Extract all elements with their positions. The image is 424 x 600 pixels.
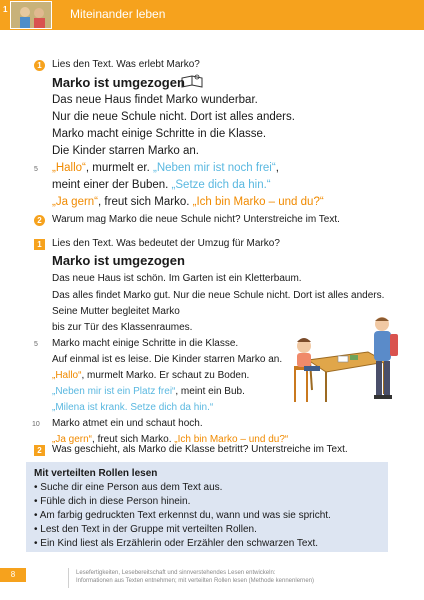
info-box-item: • Ein Kind liest als Erzählerin oder Erzähler den schwarzen Text. <box>34 538 319 549</box>
chapter-title: Miteinander leben <box>70 7 166 21</box>
speech-orange: „Ja gern“ <box>52 434 93 445</box>
story1-line <box>52 162 279 174</box>
info-box-title: Mit verteilten Rollen lesen <box>34 468 158 479</box>
story1-line: Nur die neue Schule nicht. Dort ist alles anders. <box>52 111 295 123</box>
story2-line: „Milena ist krank. Setze dich da hin.“ <box>52 402 214 413</box>
story1-line: Die Kinder starren Marko an. <box>52 145 200 157</box>
footer-line: Informationen aus Texten entnehmen; mit verteilten Rollen lesen (Methode kennenlernen) <box>76 578 315 584</box>
info-box-item: • Suche dir eine Person aus dem Text aus. <box>34 482 223 493</box>
story2-line: Seine Mutter begleitet Marko <box>52 306 180 317</box>
book-reading-icon <box>180 74 204 90</box>
narration: , murmelt er. <box>85 162 153 174</box>
narration: , meint ein Bub. <box>175 386 245 397</box>
speech-orange: „Ja gern“ <box>52 196 99 208</box>
speech-blue: „Setze dich da hin.“ <box>171 179 271 191</box>
task-question-2: Warum mag Marko die neue Schule nicht? Unterstreiche im Text. <box>52 214 340 225</box>
speech-orange: „Hallo“ <box>52 370 82 381</box>
task-badge-4: 2 <box>34 445 45 456</box>
page-number: 8 <box>0 568 26 582</box>
story2-line: bis zur Tür des Klassenraumes. <box>52 322 193 333</box>
story2-line: Marko atmet ein und schaut hoch. <box>52 418 203 429</box>
narration: , freut sich Marko. <box>92 434 175 445</box>
task-question-4: Was geschieht, als Marko die Klasse betritt? Unterstreiche im Text. <box>52 444 348 455</box>
story1-line <box>52 196 324 208</box>
info-box-item: • Fühle dich in diese Person hinein. <box>34 496 191 507</box>
task-question-1: Lies den Text. Was erlebt Marko? <box>52 59 200 70</box>
info-box-item: • Lest den Text in der Gruppe mit verteilten Rollen. <box>34 524 257 535</box>
story1-title: Marko ist umgezogen <box>52 75 185 90</box>
story2-line <box>52 370 249 381</box>
story2-line <box>52 386 245 397</box>
footer-caption <box>76 569 314 585</box>
story2-line: Das alles findet Marko gut. Nur die neue Schule nicht. Dort ist alles anders. <box>52 290 385 301</box>
task-badge-3: 1 <box>34 239 45 250</box>
line-number: 10 <box>32 421 40 428</box>
narration: , <box>275 162 279 174</box>
story2-line: Marko macht einige Schritte in die Klasse. <box>52 338 239 349</box>
speech-blue: „Neben mir ist noch frei“ <box>152 162 276 174</box>
story2-line: Das neue Haus ist schön. Im Garten ist ein Kletterbaum. <box>52 273 302 284</box>
speech-orange: „Ich bin Marko – und du?“ <box>174 434 289 445</box>
line-number: 5 <box>34 341 38 348</box>
story1-line: Das neue Haus findet Marko wunderbar. <box>52 94 258 106</box>
classroom-illustration <box>290 312 402 410</box>
chapter-header <box>0 0 424 30</box>
story1-line: Marko macht einige Schritte in die Klasse. <box>52 128 267 140</box>
narration: , freut sich Marko. <box>98 196 193 208</box>
story1-line <box>52 179 271 191</box>
task-badge-2: 2 <box>34 215 45 226</box>
speech-orange: „Hallo“ <box>52 162 86 174</box>
task-badge-1: 1 <box>34 60 45 71</box>
story2-title: Marko ist umgezogen <box>52 253 185 268</box>
narration: meint einer der Buben. <box>52 179 172 191</box>
info-box-item: • Am farbig gedruckten Text erkennst du, wann und was sie spricht. <box>34 510 331 521</box>
chapter-thumbnail <box>10 1 52 29</box>
method-info-box <box>26 462 388 552</box>
story2-line: Auf einmal ist es leise. Die Kinder starren Marko an. <box>52 354 283 365</box>
speech-orange: „Ich bin Marko – und du?“ <box>192 196 324 208</box>
speech-blue: „Neben mir ist ein Platz frei“ <box>52 386 176 397</box>
narration: , murmelt Marko. Er schaut zu Boden. <box>81 370 250 381</box>
page-marker: 1 <box>3 5 8 14</box>
footer-line: Lesefertigkeiten, Lesebereitschaft und sinnverstehendes Lesen entwickeln: <box>76 570 276 576</box>
footer-divider <box>68 568 69 588</box>
task-question-3: Lies den Text. Was bedeutet der Umzug für Marko? <box>52 238 280 249</box>
line-number: 5 <box>34 166 38 173</box>
